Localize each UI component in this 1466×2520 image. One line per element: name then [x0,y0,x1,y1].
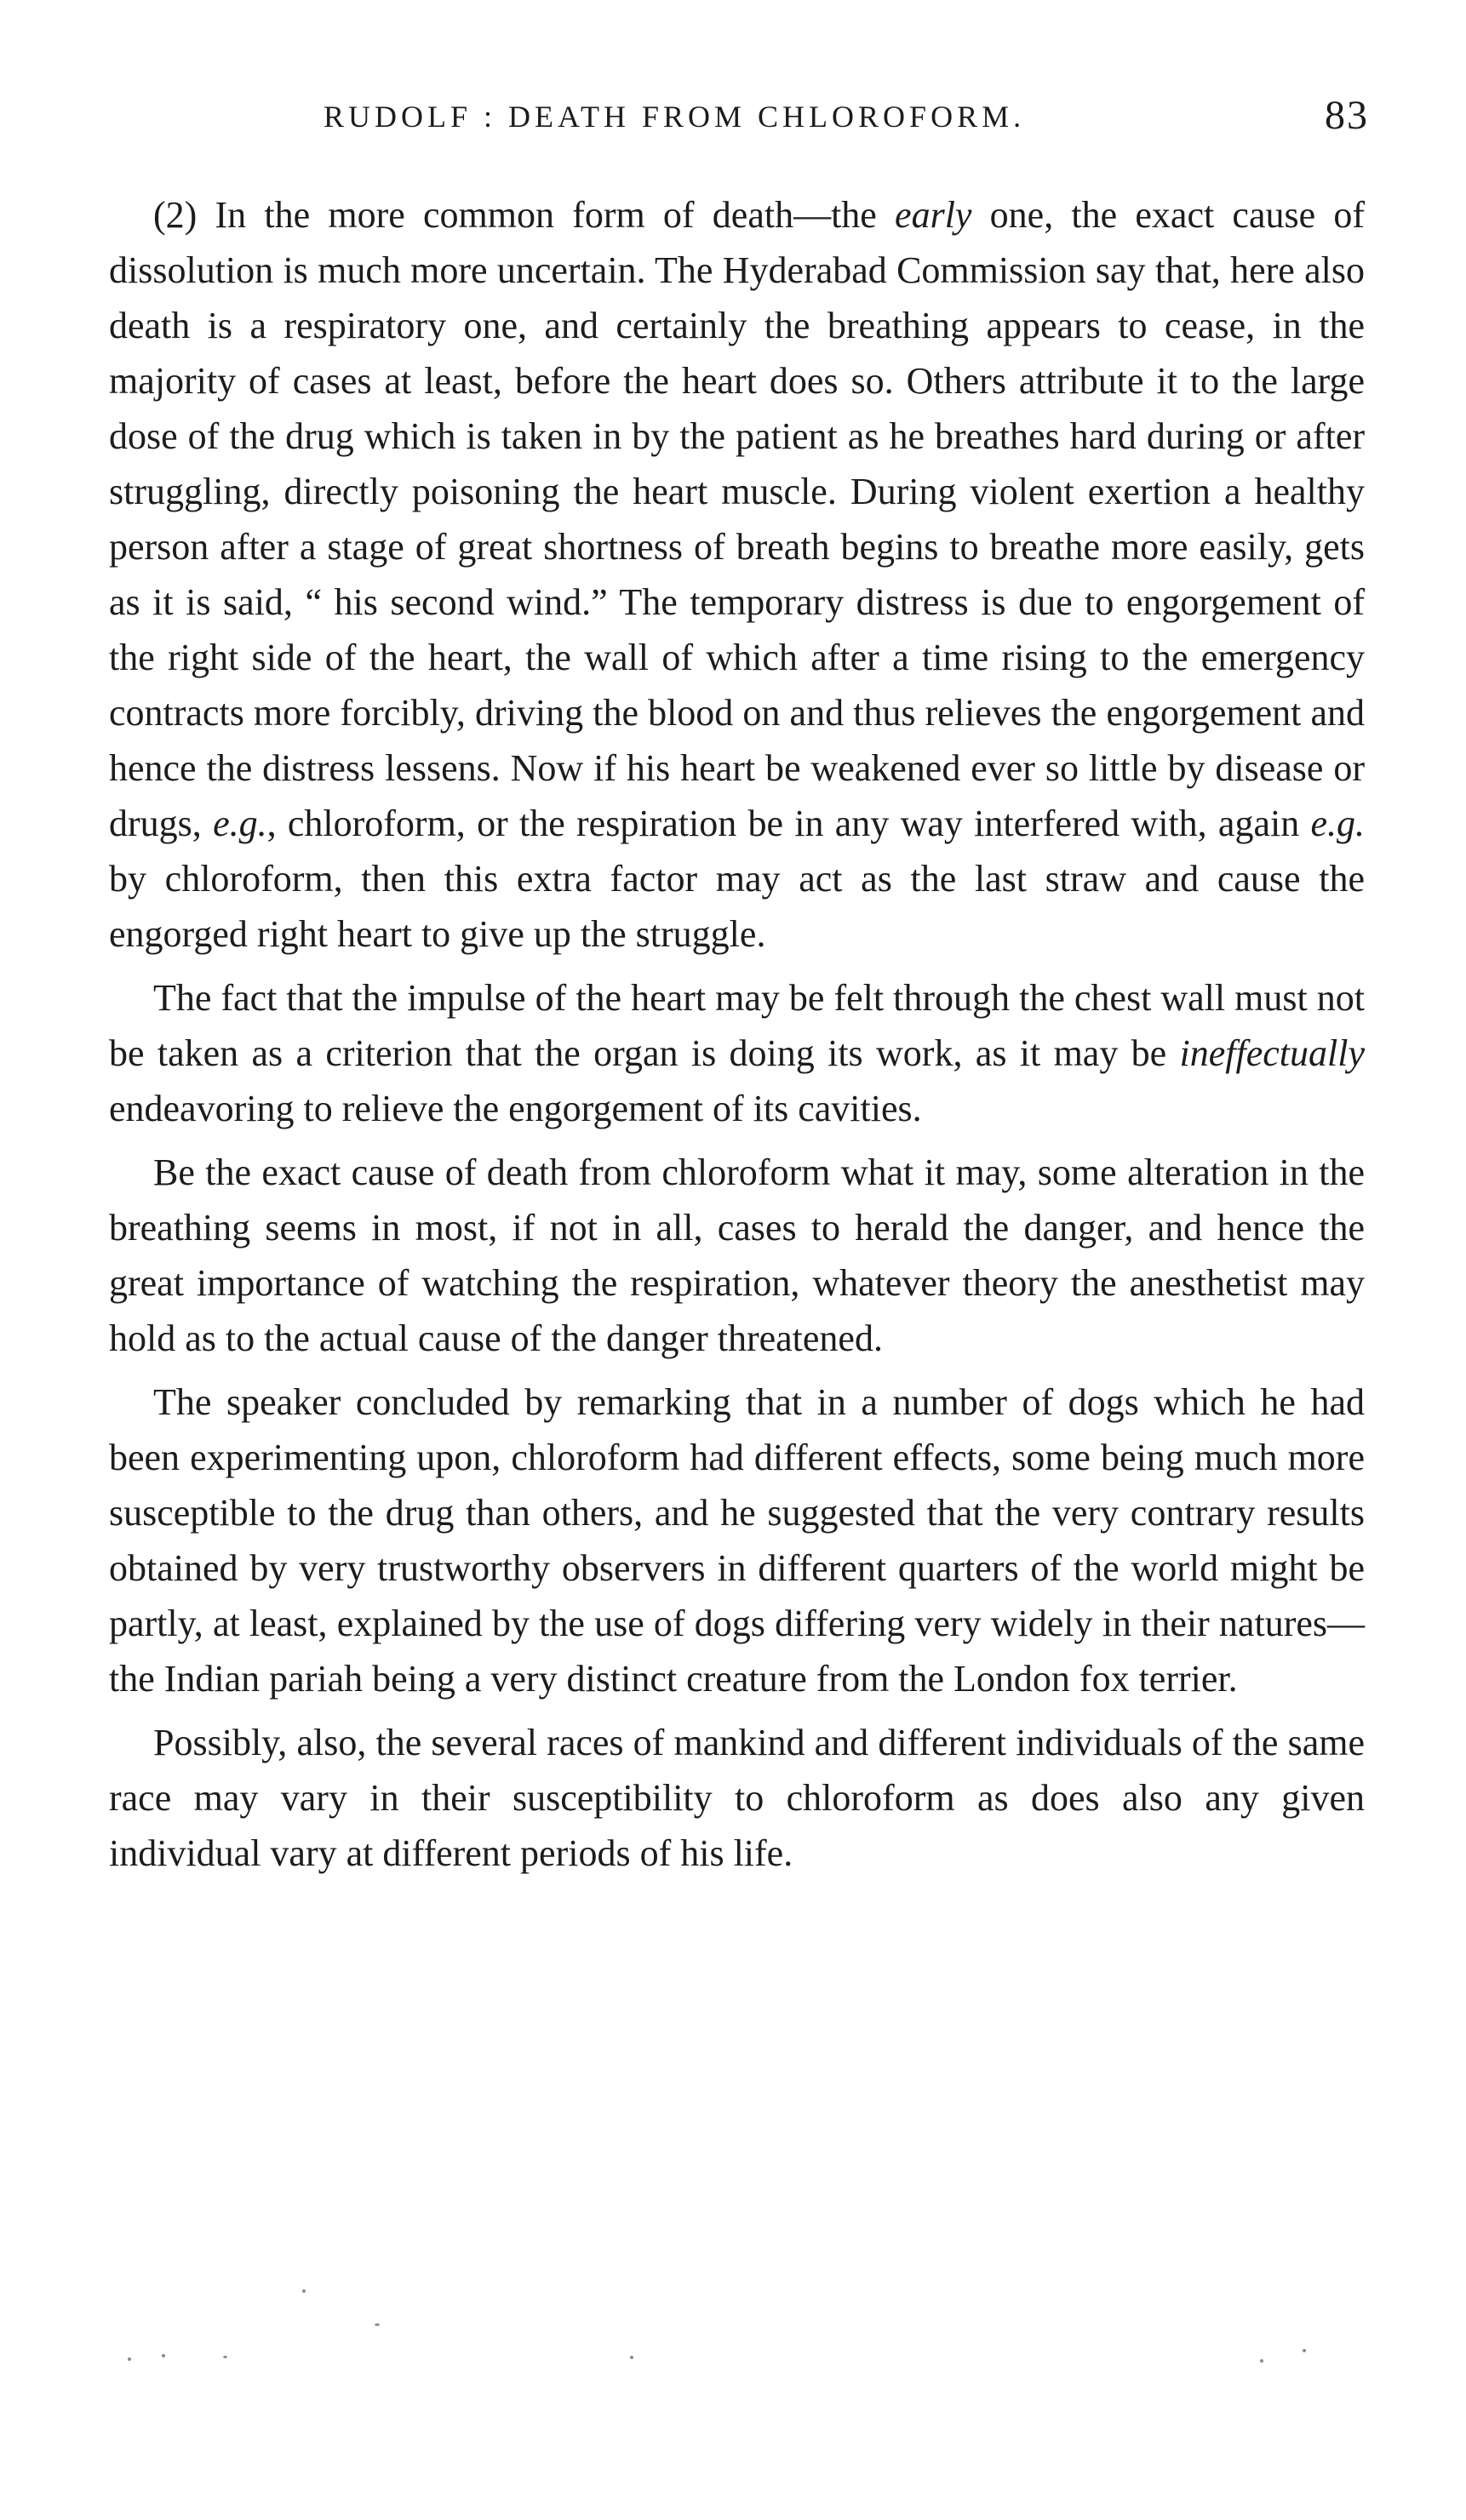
text-run: Possibly, also, the several races of mankind and different individuals of the same race may vary in their susceptibility to chloroform as does also any given individual vary at different periods of his life. [109,1722,1365,1874]
scan-speck [302,2289,306,2293]
italic-run: early [895,194,972,236]
text-run: The speaker concluded by remarking that in a number of dogs which he had been experimenting upon, chloroform had different effects, some being much more susceptible to the drug than others, and he suggested that the very contrary results obtained by very trustworthy observers in different quarters of the world might be partly, at least, explained by the use of dogs differing very widely in their natures—the Indian pariah being a very distinct creature from the London fox terrier. [109,1381,1365,1700]
scan-speck [162,2354,165,2357]
text-run: , chloroform, or the respiration be in any way interfered with, again [266,803,1311,844]
paragraph [109,1374,1365,1706]
scan-speck [1260,2359,1263,2363]
paragraph [109,970,1365,1136]
italic-run: ineffectually [1179,1032,1365,1074]
body-text [109,187,1365,1889]
text-run: Be the exact cause of death from chloroform what it may, some alteration in the breathing seems in most, if not in all, cases to herald the danger, and hence the great importance of watching the respiration, whatever theory the anesthetist may hold as to the actual cause of the danger threatened. [109,1151,1365,1359]
scan-speck [1303,2349,1306,2352]
text-run: (2) In the more common form of death—the [153,194,896,236]
running-header [109,92,1369,143]
text-run: endeavoring to relieve the engorgement of its cavities. [109,1088,922,1129]
scan-speck [223,2356,227,2358]
scan-speck [630,2356,633,2359]
italic-run: e.g. [213,803,267,844]
text-run: one, the exact cause of dissolution is much more uncertain. The Hyderabad Commission say that, here also death is a respiratory one, and certainly the breathing appears to cease, in the majority of cases at least, before the heart does so. Others attribute it to the large dose of the drug which is taken in by the patient as he breathes hard during or after struggling, directly poisoning the heart muscle. During violent exertion a healthy person after a stage of great shortness of breath begins to breathe more easily, gets as it is said, “ his second wind.” The temporary distress is due to engorgement of the right side of the heart, the wall of which after a time rising to the emergency contracts more forcibly, driving the blood on and thus relieves the engorgement and hence the distress lessens. Now if his heart be weakened ever so little by disease or drugs, [109,194,1365,844]
scan-speck [128,2357,131,2361]
page-number: 83 [1325,93,1369,138]
scan-specks [0,2281,1466,2451]
paragraph [109,187,1365,962]
running-title: RUDOLF : DEATH FROM CHLOROFORM. [324,100,1026,134]
text-run: by chloroform, then this extra factor may act as the last straw and cause the engorged right heart to give up the struggle. [109,858,1365,955]
paragraph [109,1145,1365,1366]
scan-speck [375,2323,380,2326]
text-run: The fact that the impulse of the heart may be felt through the chest wall must not be taken as a criterion that the organ is doing its work, as it may be [109,977,1365,1074]
italic-run: e.g. [1310,803,1366,844]
paragraph [109,1715,1365,1881]
